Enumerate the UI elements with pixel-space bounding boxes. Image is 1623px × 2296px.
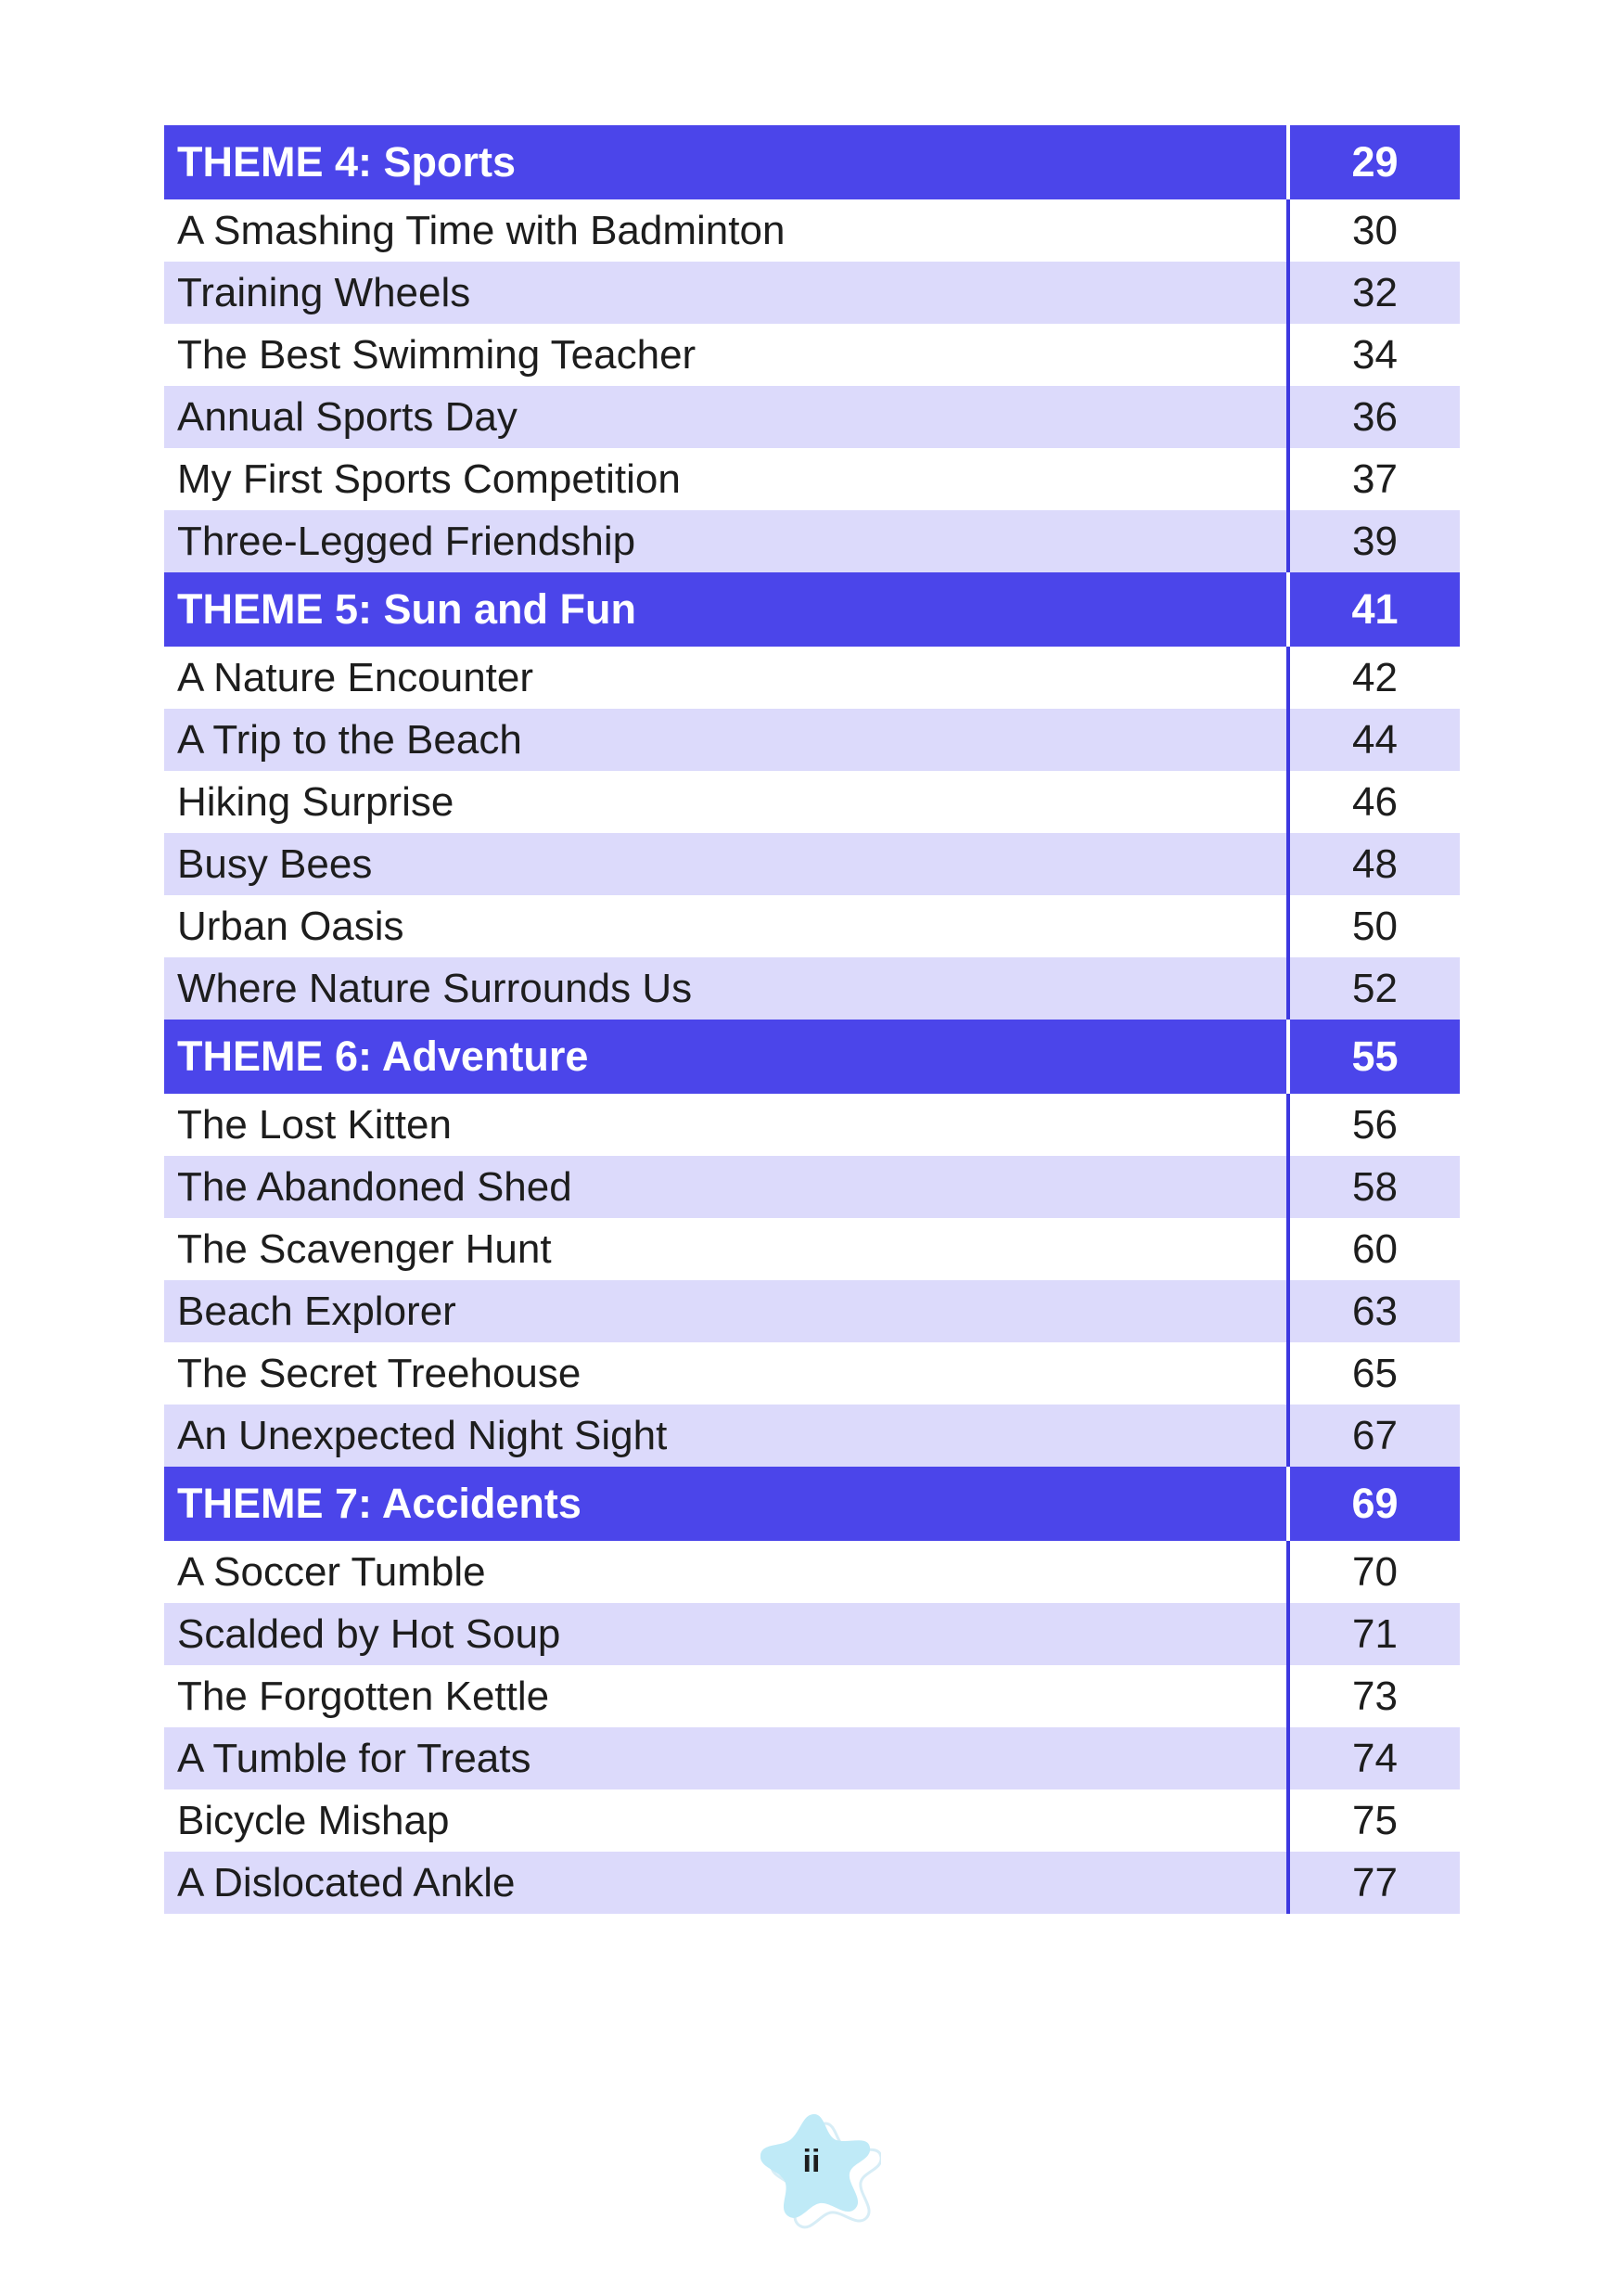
theme-header-row[interactable] bbox=[164, 1467, 1460, 1541]
toc-section-theme-5 bbox=[164, 572, 1460, 1020]
theme-page-number: 29 bbox=[1351, 138, 1399, 186]
entry-title: A Trip to the Beach bbox=[164, 709, 1286, 771]
toc-entry-row[interactable] bbox=[164, 324, 1460, 386]
entry-page-number: 50 bbox=[1290, 895, 1460, 957]
entry-title: A Dislocated Ankle bbox=[164, 1852, 1286, 1914]
toc-entry-row[interactable] bbox=[164, 510, 1460, 572]
toc-entry-row[interactable] bbox=[164, 1789, 1460, 1852]
toc-entry-row[interactable] bbox=[164, 448, 1460, 510]
toc-entry-row[interactable] bbox=[164, 1280, 1460, 1342]
theme-title: THEME 4: Sports bbox=[177, 138, 517, 186]
theme-header-row[interactable] bbox=[164, 125, 1460, 199]
toc-entry-row[interactable] bbox=[164, 895, 1460, 957]
theme-title: THEME 7: Accidents bbox=[177, 1480, 581, 1527]
entry-page-number: 67 bbox=[1290, 1405, 1460, 1467]
table-of-contents bbox=[164, 125, 1460, 1914]
entry-title: Beach Explorer bbox=[164, 1280, 1286, 1342]
entry-page-number: 34 bbox=[1290, 324, 1460, 386]
toc-entry-row[interactable] bbox=[164, 709, 1460, 771]
entry-title: A Tumble for Treats bbox=[164, 1727, 1286, 1789]
entry-page-number: 30 bbox=[1290, 199, 1460, 262]
entry-title: Hiking Surprise bbox=[164, 771, 1286, 833]
toc-entry-row[interactable] bbox=[164, 1156, 1460, 1218]
theme-title: THEME 5: Sun and Fun bbox=[177, 585, 636, 633]
entry-page-number: 46 bbox=[1290, 771, 1460, 833]
entry-page-number: 60 bbox=[1290, 1218, 1460, 1280]
entry-title: Bicycle Mishap bbox=[164, 1789, 1286, 1852]
entry-title: My First Sports Competition bbox=[164, 448, 1286, 510]
entry-page-number: 32 bbox=[1290, 262, 1460, 324]
theme-header-row[interactable] bbox=[164, 1020, 1460, 1094]
entry-title: The Scavenger Hunt bbox=[164, 1218, 1286, 1280]
entry-title: A Smashing Time with Badminton bbox=[164, 199, 1286, 262]
theme-page-number: 69 bbox=[1351, 1480, 1399, 1527]
entry-title: Annual Sports Day bbox=[164, 386, 1286, 448]
toc-entry-row[interactable] bbox=[164, 957, 1460, 1020]
entry-page-number: 74 bbox=[1290, 1727, 1460, 1789]
entry-title: Training Wheels bbox=[164, 262, 1286, 324]
entry-page-number: 52 bbox=[1290, 957, 1460, 1020]
toc-entry-row[interactable] bbox=[164, 1094, 1460, 1156]
entry-page-number: 56 bbox=[1290, 1094, 1460, 1156]
toc-entry-row[interactable] bbox=[164, 1541, 1460, 1603]
toc-section-theme-7 bbox=[164, 1467, 1460, 1914]
entry-title: Scalded by Hot Soup bbox=[164, 1603, 1286, 1665]
toc-entry-row[interactable] bbox=[164, 647, 1460, 709]
entry-title: Urban Oasis bbox=[164, 895, 1286, 957]
entry-title: Busy Bees bbox=[164, 833, 1286, 895]
page-number: ii bbox=[802, 2143, 821, 2179]
toc-entry-row[interactable] bbox=[164, 1665, 1460, 1727]
toc-entry-row[interactable] bbox=[164, 386, 1460, 448]
toc-entry-row[interactable] bbox=[164, 262, 1460, 324]
toc-section-theme-6 bbox=[164, 1020, 1460, 1467]
entry-title: The Forgotten Kettle bbox=[164, 1665, 1286, 1727]
entry-page-number: 44 bbox=[1290, 709, 1460, 771]
entry-page-number: 70 bbox=[1290, 1541, 1460, 1603]
entry-page-number: 48 bbox=[1290, 833, 1460, 895]
entry-title: The Best Swimming Teacher bbox=[164, 324, 1286, 386]
entry-title: A Nature Encounter bbox=[164, 647, 1286, 709]
entry-page-number: 36 bbox=[1290, 386, 1460, 448]
entry-title: Three-Legged Friendship bbox=[164, 510, 1286, 572]
toc-section-theme-4 bbox=[164, 125, 1460, 572]
toc-entry-row[interactable] bbox=[164, 1342, 1460, 1405]
theme-page-number: 55 bbox=[1351, 1033, 1399, 1080]
toc-entry-row[interactable] bbox=[164, 1405, 1460, 1467]
entry-title: Where Nature Surrounds Us bbox=[164, 957, 1286, 1020]
entry-page-number: 42 bbox=[1290, 647, 1460, 709]
toc-entry-row[interactable] bbox=[164, 771, 1460, 833]
page-number-badge bbox=[760, 2110, 881, 2231]
entry-page-number: 77 bbox=[1290, 1852, 1460, 1914]
toc-entry-row[interactable] bbox=[164, 199, 1460, 262]
entry-title: The Secret Treehouse bbox=[164, 1342, 1286, 1405]
toc-entry-row[interactable] bbox=[164, 1603, 1460, 1665]
entry-page-number: 75 bbox=[1290, 1789, 1460, 1852]
entry-title: A Soccer Tumble bbox=[164, 1541, 1286, 1603]
theme-header-row[interactable] bbox=[164, 572, 1460, 647]
entry-page-number: 65 bbox=[1290, 1342, 1460, 1405]
toc-entry-row[interactable] bbox=[164, 1218, 1460, 1280]
toc-entry-row[interactable] bbox=[164, 833, 1460, 895]
entry-page-number: 71 bbox=[1290, 1603, 1460, 1665]
entry-page-number: 58 bbox=[1290, 1156, 1460, 1218]
entry-page-number: 73 bbox=[1290, 1665, 1460, 1727]
entry-title: An Unexpected Night Sight bbox=[164, 1405, 1286, 1467]
theme-title: THEME 6: Adventure bbox=[177, 1033, 589, 1080]
entry-title: The Abandoned Shed bbox=[164, 1156, 1286, 1218]
entry-title: The Lost Kitten bbox=[164, 1094, 1286, 1156]
entry-page-number: 63 bbox=[1290, 1280, 1460, 1342]
toc-entry-row[interactable] bbox=[164, 1852, 1460, 1914]
entry-page-number: 37 bbox=[1290, 448, 1460, 510]
entry-page-number: 39 bbox=[1290, 510, 1460, 572]
toc-entry-row[interactable] bbox=[164, 1727, 1460, 1789]
theme-page-number: 41 bbox=[1351, 585, 1399, 633]
